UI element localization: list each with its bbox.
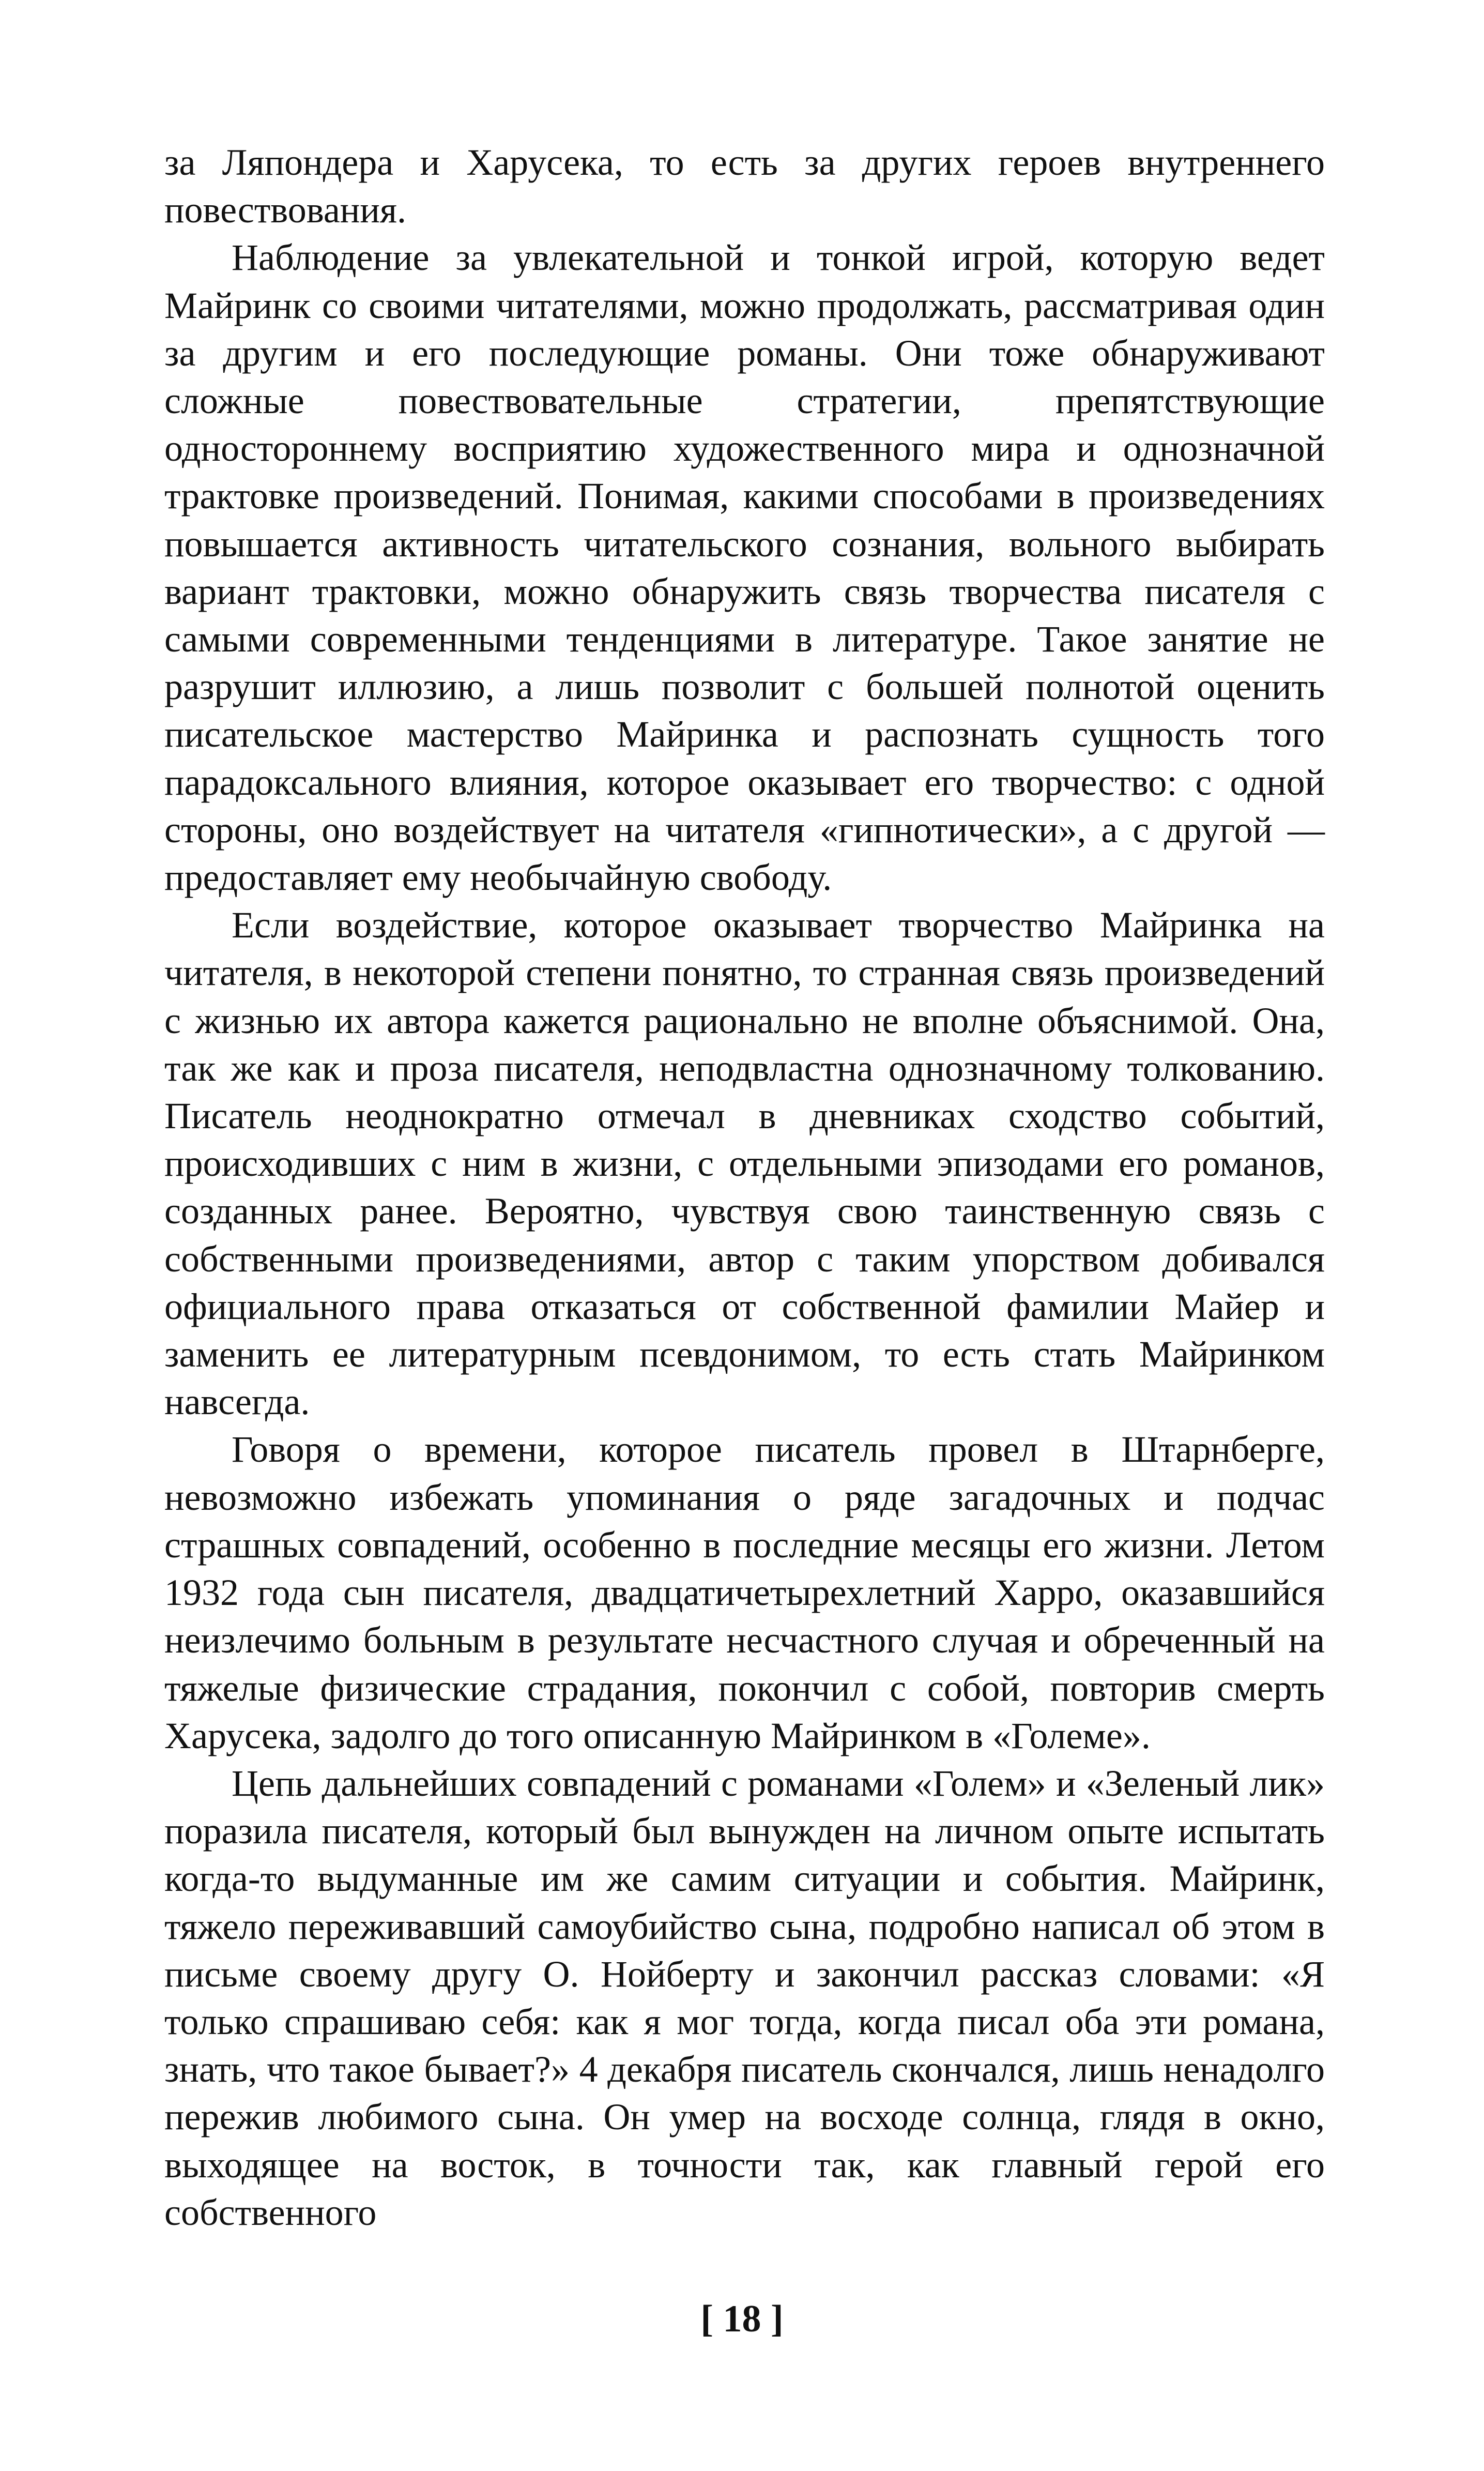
paragraph: Наблюдение за увлекательной и тонкой игрой, которую ведет Майринк со своими читателями, можно продолжать, рассматривая один за другим и его последующие романы. Они тоже обнаруживают сложные повествовательные стратегии, препятствующие одностороннему восприятию художественного мира и однозначной трактовке произведений. Понимая, какими способами в произведениях повышается активность читательского сознания, вольного выбирать вариант трактовки, можно обнаружить связь творчества писателя с самыми современными тенденциями в литературе. Такое занятие не разрушит иллюзию, а лишь позволит с большей полнотой оценить писательское мастерство Майринка и распознать сущность того парадоксального влияния, которое оказывает его творчество: с одной стороны, оно воздействует на читателя «гипнотически», а с другой — предоставляет ему необычайную свободу. (164, 237, 1325, 899)
paragraph: Если воздействие, которое оказывает творчество Майринка на читателя, в некоторой степени понятно, то странная связь произведений с жизнью их автора кажется рационально не вполне объяснимой. Она, так же как и проза писателя, неподвластна однозначному толкованию. Писатель неоднократно отмечал в дневниках сходство событий, происходивших с ним в жизни, с отдельными эпизодами его романов, созданных ранее. Вероятно, чувствуя свою таинственную связь с собственными произведениями, автор с таким упорством добивался официального права отказаться от собственной фамилии Майер и заменить ее литературным псевдонимом, то есть стать Майринком навсегда. (164, 904, 1325, 1423)
page-body-text (164, 139, 1325, 2236)
paragraph: Цепь дальнейших совпадений с романами «Голем» и «Зеленый лик» поразила писателя, который был вынужден на личном опыте испытать когда-то выдуманные им же самим ситуации и события. Майринк, тяжело переживавший самоубийство сына, подробно написал об этом в письме своему другу О. Нойберту и закончил рассказ словами: «Я только спрашиваю себя: как я мог тогда, когда писал оба эти романа, знать, что такое бывает?» 4 декабря писатель скончался, лишь ненадолго пережив любимого сына. Он умер на восходе солнца, глядя в окно, выходящее на восток, в точности так, как главный герой его собственного (164, 1762, 1325, 2233)
paragraph: Говоря о времени, которое писатель провел в Штарнберге, невозможно избежать упоминания о ряде загадочных и подчас страшных совпадений, особенно в последние месяцы его жизни. Летом 1932 года сын писателя, двадцатичетырехлетний Харро, оказавшийся неизлечимо больным в результате несчастного случая и обреченный на тяжелые физические страдания, покончил с собой, повторив смерть Харусека, задолго до того описанную Майринком в «Големе». (164, 1429, 1325, 1756)
paragraph-continuation: за Ляпондера и Харусека, то есть за других героев внутреннего повествования. (164, 142, 1325, 231)
page-number: [ 18 ] (700, 2298, 784, 2340)
